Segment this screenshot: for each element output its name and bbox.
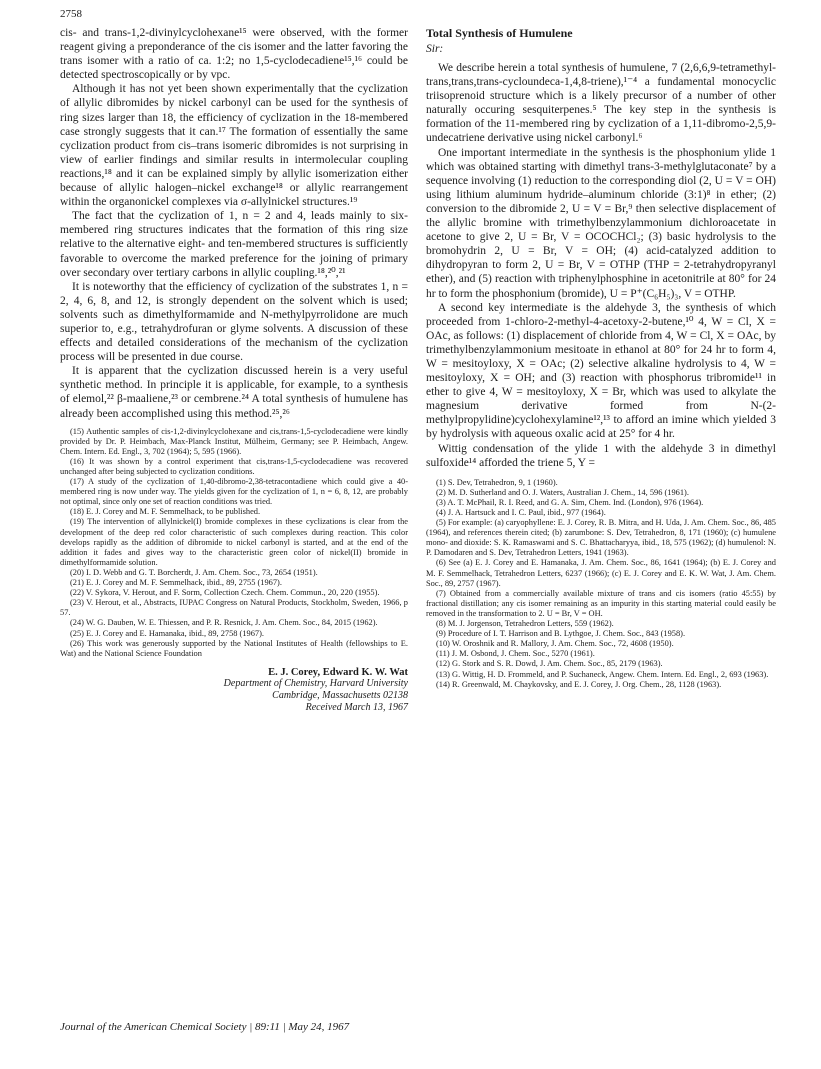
- footnote: (25) E. J. Corey and E. Hamanaka, ibid., 89, 2758 (1967).: [70, 628, 264, 638]
- author-names: E. J. Corey, Edward K. W. Wat: [268, 666, 408, 678]
- body-paragraph: It is apparent that the cyclization discussed herein is a very useful synthetic method. In principle it is applicable, for example, to a synthesis of elemol,²² β-maaliene,²³ or cembrene.²⁴ A total synthesis of humulene has already been accomplished using this method.²⁵,²⁶: [60, 365, 408, 420]
- reference: (10) W. Oroshnik and R. Mallory, J. Am. Chem. Soc., 72, 4608 (1950).: [436, 639, 674, 649]
- body-paragraph: It is noteworthy that the efficiency of cyclization of the substrates 1, n = 2, 4, 6, 8, and 12, is strongly dependent on the solvent which is used; solvents such as dimethylformamide and N-methylpyrrolidone are much superior to, e.g., tetrahydrofuran or glyme solvents. A discussion of these effects and detailed considerations of the mechanism of the cyclization process will be presented in due course.: [60, 280, 408, 364]
- body-paragraph: One important intermediate in the synthesis is the phosphonium ylide 1 which was obtained starting with dimethyl trans-3-methylglutaconate⁷ by a sequence involving (1) reduction to the corresponding diol (2, U = V = OH) using lithium aluminum hydride–aluminum chloride (3:1)⁸ in ether; (2) conversion to the dibromide 2, U = V = Br,⁹ then selective displacement of the allylic bromine with trimethylbenzylammonium dichloroacetate in acetone to give 2, U = Br, V = OCOCHCl₂; (3) basic hydrolysis to the bromohydrin 2, U = Br, V = OH; (4) acid-catalyzed addition to dihydropyran to form 2, U = Br, V = OTHP (THP = 2-tetrahydropyranyl ether), and (5) reaction with triphenylphosphine in acetonitrile at 80° for 24 hr to form the phosphonium (bromide), U = P⁺(C₆H₅)₃, V = OTHP.: [426, 146, 776, 300]
- reference: (5) For example: (a) caryophyllene: E. J. Corey, R. B. Mitra, and H. Uda, J. Am. Chem. Soc., 86, 485 (1964), and references therein cited; (b) zarumbone: S. Dev, Tetrahedron, 8, 171 (1960); (c) humulene mono- and dioxide: S. K. Ramaswami and S. C. Bhattacharyya, ibid., 18, 575 (1962); (d) humulenol: N. P. Damodaren and S. Dev, Tetrahedron Letters, 1941 (1963).: [426, 518, 776, 558]
- references: [426, 478, 776, 690]
- affiliation-line: Department of Chemistry, Harvard University: [223, 677, 408, 689]
- reference: (6) See (a) E. J. Corey and E. Hamanaka, J. Am. Chem. Soc., 86, 1641 (1964); (b) E. J. Corey and M. F. Semmelhack, Tetrahedron Letters, 6237 (1966); (c) E. J. Corey and E. K. W. Wat, J. Am. Chem. Soc., 89, 2757 (1967).: [426, 558, 776, 588]
- received-date: Received March 13, 1967: [305, 701, 408, 713]
- salutation: Sir:: [426, 43, 444, 55]
- reference: (3) A. T. McPhail, R. I. Reed, and G. A. Sim, Chem. Ind. (London), 976 (1964).: [436, 497, 704, 507]
- body-paragraph: The fact that the cyclization of 1, n = 2 and 4, leads mainly to six-membered ring structures indicates that the formation of this ring size relative to the alternative eight- and ten-membered structures is sufficiently favorable to overcome the marked preference for the joining of primary over secondary over tertiary carbons in allylic coupling.¹⁸,²⁰,²¹: [60, 210, 408, 279]
- footnote: (18) E. J. Corey and M. F. Semmelhack, to be published.: [70, 507, 261, 517]
- body-paragraph: Wittig condensation of the ylide 1 with the aldehyde 3 in dimethyl sulfoxide¹⁴ afforded the triene 5, Y =: [426, 442, 776, 469]
- page-number: 2758: [60, 8, 82, 20]
- footnote: (16) It was shown by a control experiment that cis,trans-1,5-cyclodecadiene was recovered unchanged after being subjected to cyclization conditions.: [60, 456, 408, 476]
- footnotes: [60, 427, 408, 659]
- reference: (9) Procedure of I. T. Harrison and B. Lythgoe, J. Chem. Soc., 843 (1958).: [436, 629, 686, 639]
- footnote: (23) V. Herout, et al., Abstracts, IUPAC Congress on Natural Products, Stockholm, Sweden, 1966, p 57.: [60, 598, 408, 618]
- footnote: (24) W. G. Dauben, W. E. Thiessen, and P. R. Resnick, J. Am. Chem. Soc., 84, 2015 (1962).: [70, 618, 378, 628]
- left-column: [60, 26, 408, 714]
- reference: (12) G. Stork and S. R. Dowd, J. Am. Chem. Soc., 85, 2179 (1963).: [436, 659, 663, 669]
- footnote: (19) The intervention of allylnickel(I) bromide complexes in these cyclizations is clear from the development of the deep red color characteristic of such complexes during reaction. This color develops rapidly as the addition of dibromide to nickel carbonyl is started, and at the end of the addition it fades and gives way to the characteristic green color of nickel(II) bromide in dimethylformamide solution.: [60, 517, 408, 567]
- affiliation-line: Cambridge, Massachusetts 02138: [272, 689, 408, 701]
- reference: (14) R. Greenwald, M. Chaykovsky, and E. J. Corey, J. Org. Chem., 28, 1128 (1963).: [436, 679, 722, 689]
- reference: (4) J. A. Hartsuck and I. C. Paul, ibid., 977 (1964).: [436, 508, 606, 517]
- reference: (1) S. Dev, Tetrahedron, 9, 1 (1960).: [436, 477, 558, 487]
- journal-footer: Journal of the American Chemical Society | 89:11 | May 24, 1967: [60, 1021, 350, 1033]
- footnote: (17) A study of the cyclization of 1,40-dibromo-2,38-tetracontadiene which could give a 40-membered ring is now under way. The yields given for the cyclization of 1, n = 6, 8, 12, are probably not optimal, since only one set of reaction conditions was tried.: [60, 477, 408, 507]
- right-column: [426, 26, 776, 690]
- footnote: (22) V. Sykora, V. Herout, and F. Sorm, Collection Czech. Chem. Commun., 20, 220 (1955).: [70, 588, 380, 598]
- footnote: (26) This work was generously supported by the National Institutes of Health (fellowships to E. Wat) and the National Science Foundation: [60, 638, 408, 658]
- reference: (11) J. M. Osbond, J. Chem. Soc., 5270 (1961).: [436, 649, 595, 659]
- footnote: (20) I. D. Webb and G. T. Borcherdt, J. Am. Chem. Soc., 73, 2654 (1951).: [70, 567, 318, 577]
- reference: (8) M. J. Jorgenson, Tetrahedron Letters, 559 (1962).: [436, 619, 614, 629]
- body-paragraph: We describe herein a total synthesis of humulene, 7 (2,6,6,9-tetramethyl-trans,trans,trans-cycloundeca-1,4,8-triene),¹⁻⁴ a fundamental monocyclic triisoprenoid structure which is a likely precursor of a number of other naturally occuring sesquiterpenes.⁵ The key step in the synthesis is formation of the 11-membered ring by cyclization of a 1,11-dibromo-2,5,9-undecatriene derivative using nickel carbonyl.⁶: [426, 62, 776, 145]
- reference: (13) G. Wittig, H. D. Frommeld, and P. Suchaneck, Angew. Chem. Intern. Ed. Engl., 2, 693 (1963).: [436, 669, 769, 679]
- article-title: Total Synthesis of Humulene: [426, 26, 573, 40]
- reference: (7) Obtained from a commercially available mixture of trans and cis isomers (ratio 45:55) by fractional distillation; any cis isomer remaining as an impurity in this starting material could easily be removed in the transformation to 2. U = Br, V = OH.: [426, 588, 776, 618]
- body-paragraph: A second key intermediate is the aldehyde 3, the synthesis of which proceeded from 1-chloro-2-methyl-4-acetoxy-2-butene,¹⁰ 4, W = Cl, X = OAc, as follows: (1) displacement of chloride from 4, W = Cl, X = OAc, by trimethylbenzylammonium mesitoate in ethanol at 80° for 24 hr to form 4, W = mesitoyloxy, X = OAc; (2) selective alkaline hydrolysis to 4, W = mesitoyloxy, X = OH; and (3) reaction with phosphorus tribromide¹¹ in ether to give 4, W = mesitoyloxy, X = Br, which was used to alkylate the magnesium derivative formed from N-(2-methylpropylidine)cyclohexylamine¹²,¹³ to afford an imine which yielded 3 by hydrolysis with aqueous oxalic acid at 25° for 4 hr.: [426, 301, 776, 441]
- reference: (2) M. D. Sutherland and O. J. Waters, Australian J. Chem., 14, 596 (1961).: [436, 487, 689, 497]
- footnote: (15) Authentic samples of cis-1,2-divinylcyclohexane and cis,trans-1,5-cyclodecadiene were kindly provided by Dr. P. Heimbach, Max-Planck Institut, Mülheim, Germany; see P. Heimbach, Angew. Chem. Intern. Ed. Engl., 3, 702 (1964); 5, 595 (1966).: [60, 426, 408, 456]
- body-paragraph: cis- and trans-1,2-divinylcyclohexane¹⁵ were observed, with the former reagent giving a preponderance of the cis isomer and the latter favoring the trans isomer with a ratio of ca. 1:2; no 1,5-cyclodecadiene¹⁵,¹⁶ could be detected spectroscopically or by vpc.: [60, 27, 408, 82]
- body-paragraph: Although it has not yet been shown experimentally that the cyclization of allylic dibromides by nickel carbonyl can be used for the synthesis of ring sizes larger than 18, the efficiency of cyclization in the 18-membered case strongly suggests that it can.¹⁷ The formation of essentially the same cyclization product from cis–trans isomeric dibromides is not surprising in view of earlier findings and similar results in intermolecular coupling reactions,¹⁸ and it can be explained simply by allylic isomerization either because of allylic halogen–nickel exchange¹⁸ or allylic rearrangement within the organonickel complexes via σ-allylnickel structures.¹⁹: [60, 83, 408, 209]
- footnote: (21) E. J. Corey and M. F. Semmelhack, ibid., 89, 2755 (1967).: [70, 578, 282, 588]
